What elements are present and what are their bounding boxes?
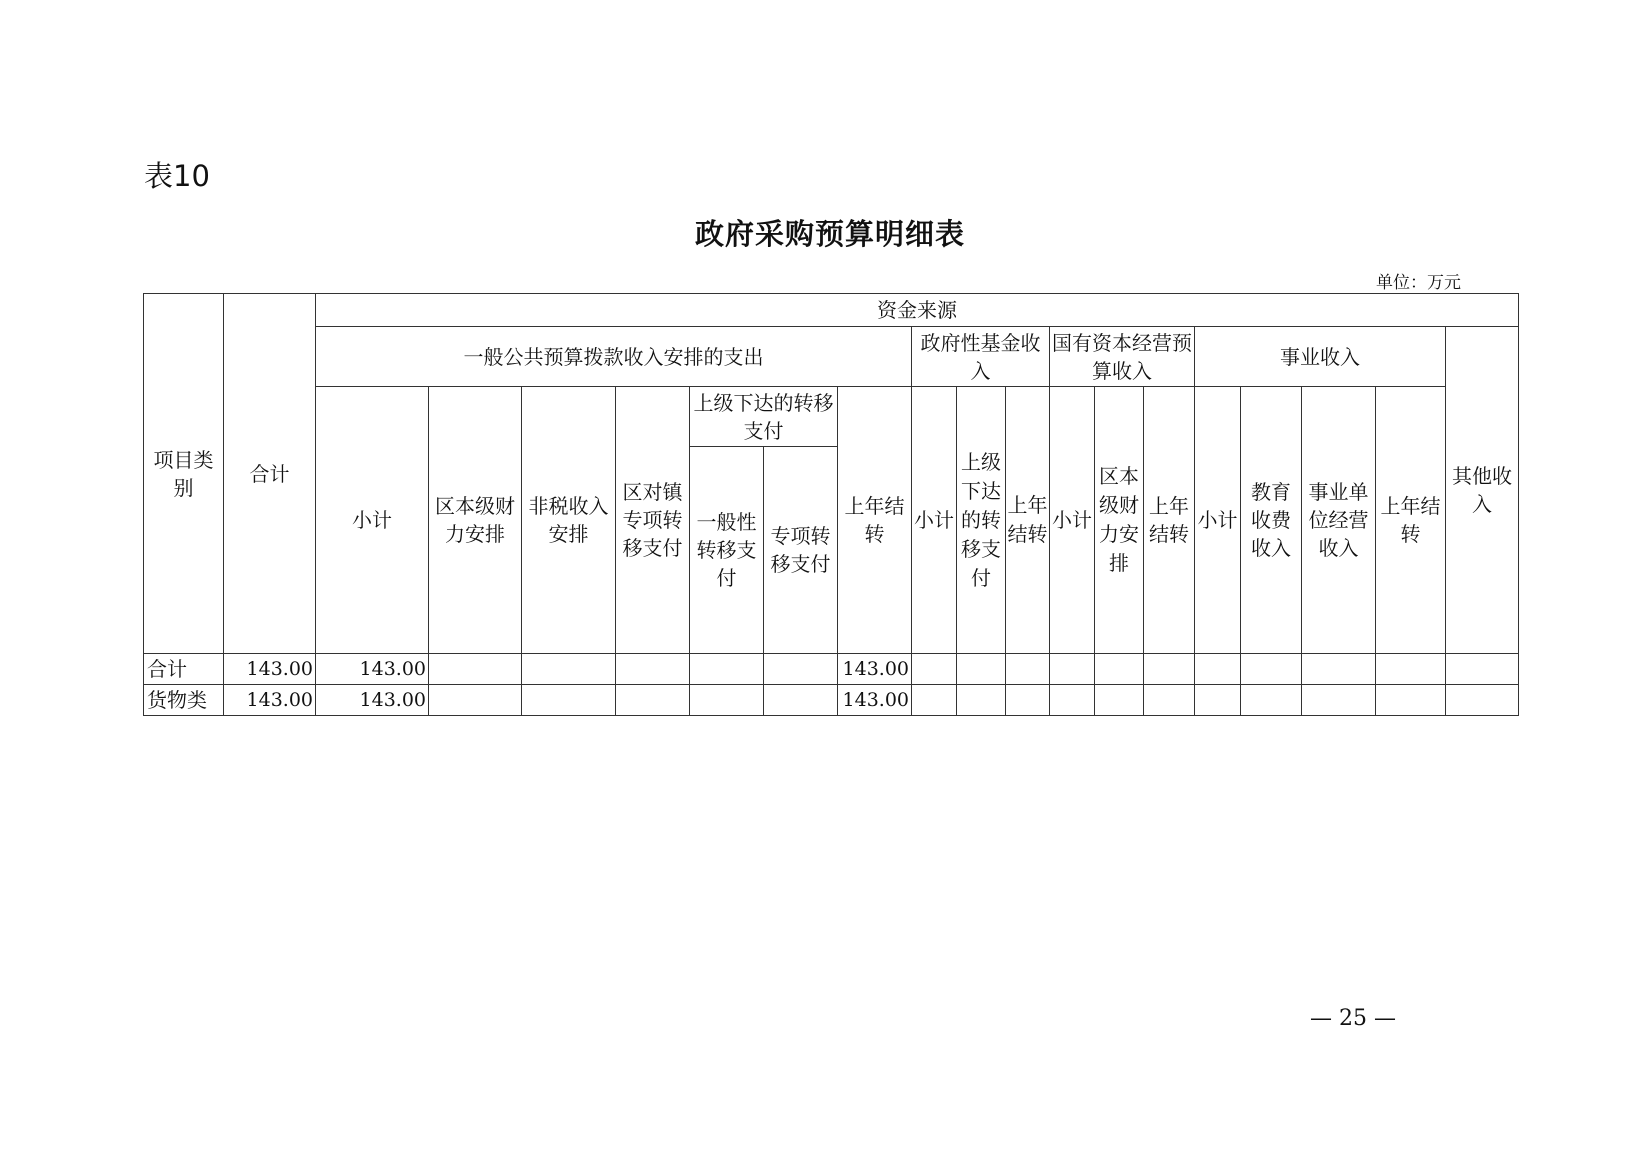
header-gb-higher-general: 一般性转移支付: [690, 447, 764, 654]
table-cell: [1006, 685, 1050, 716]
table-cell: [690, 654, 764, 685]
table-cell: [1195, 685, 1241, 716]
procurement-budget-table: [143, 293, 1519, 716]
table-cell: [912, 685, 957, 716]
unit-label: 单位：万元: [1376, 273, 1461, 293]
table-cell: [1095, 654, 1144, 685]
header-gf-higher: 上级下达的转移支付: [957, 387, 1006, 654]
table-cell: [522, 654, 616, 685]
header-bi-subtotal: 小计: [1195, 387, 1241, 654]
header-sc-district: 区本级财力安排: [1095, 387, 1144, 654]
header-gb-nontax: 非税收入安排: [522, 387, 616, 654]
header-fund-source: 资金来源: [316, 294, 1519, 327]
header-bi-unit-operation: 事业单位经营收入: [1302, 387, 1376, 654]
table-cell: [1144, 685, 1195, 716]
table-cell: [1050, 654, 1095, 685]
table-cell: [1376, 654, 1446, 685]
table-row: [144, 685, 1519, 716]
table-cell: [1302, 685, 1376, 716]
row-total: 143.00: [224, 685, 316, 716]
row-gb-subtotal: 143.00: [316, 654, 429, 685]
header-state-capital: 国有资本经营预算收入: [1050, 327, 1195, 387]
table-cell: [429, 654, 522, 685]
table-cell: [1241, 685, 1302, 716]
table-cell: [1006, 654, 1050, 685]
row-total: 143.00: [224, 654, 316, 685]
header-bi-carryover: 上年结转: [1376, 387, 1446, 654]
header-gb-subtotal: 小计: [316, 387, 429, 654]
row-gb-carryover: 143.00: [838, 654, 912, 685]
table-cell: [764, 654, 838, 685]
header-gb-higher: 上级下达的转移支付: [690, 387, 838, 447]
header-gb-higher-special: 专项转移支付: [764, 447, 838, 654]
table-cell: [1050, 685, 1095, 716]
header-sc-subtotal: 小计: [1050, 387, 1095, 654]
header-gf-subtotal: 小计: [912, 387, 957, 654]
header-gov-fund: 政府性基金收入: [912, 327, 1050, 387]
header-gb-district: 区本级财力安排: [429, 387, 522, 654]
document-title: 政府采购预算明细表: [694, 217, 965, 251]
table-cell: [429, 685, 522, 716]
table-cell: [912, 654, 957, 685]
table-cell: [522, 685, 616, 716]
table-cell: [1446, 654, 1519, 685]
header-general-budget: 一般公共预算拨款收入安排的支出: [316, 327, 912, 387]
header-item-category: 项目类别: [144, 294, 224, 654]
header-gb-district-town: 区对镇专项转移支付: [616, 387, 690, 654]
table-cell: [1376, 685, 1446, 716]
header-sc-carryover: 上年结转: [1144, 387, 1195, 654]
row-gb-subtotal: 143.00: [316, 685, 429, 716]
table-cell: [690, 685, 764, 716]
header-total: 合计: [224, 294, 316, 654]
table-cell: [1302, 654, 1376, 685]
header-bi-education: 教育收费收入: [1241, 387, 1302, 654]
row-category: 货物类: [144, 685, 224, 716]
table-cell: [616, 685, 690, 716]
row-category: 合计: [144, 654, 224, 685]
table-cell: [616, 654, 690, 685]
table-cell: [957, 685, 1006, 716]
page-number: — 25 —: [1310, 1006, 1396, 1031]
table-number-label: 表10: [144, 159, 210, 193]
table-cell: [1144, 654, 1195, 685]
header-gf-carryover: 上年结转: [1006, 387, 1050, 654]
table-cell: [957, 654, 1006, 685]
header-other-income: 其他收入: [1446, 327, 1519, 654]
table-cell: [1241, 654, 1302, 685]
row-gb-carryover: 143.00: [838, 685, 912, 716]
table-cell: [1095, 685, 1144, 716]
header-business-income: 事业收入: [1195, 327, 1446, 387]
header-gb-carryover: 上年结转: [838, 387, 912, 654]
table-cell: [1195, 654, 1241, 685]
table-cell: [1446, 685, 1519, 716]
table-row: [144, 654, 1519, 685]
table-cell: [764, 685, 838, 716]
